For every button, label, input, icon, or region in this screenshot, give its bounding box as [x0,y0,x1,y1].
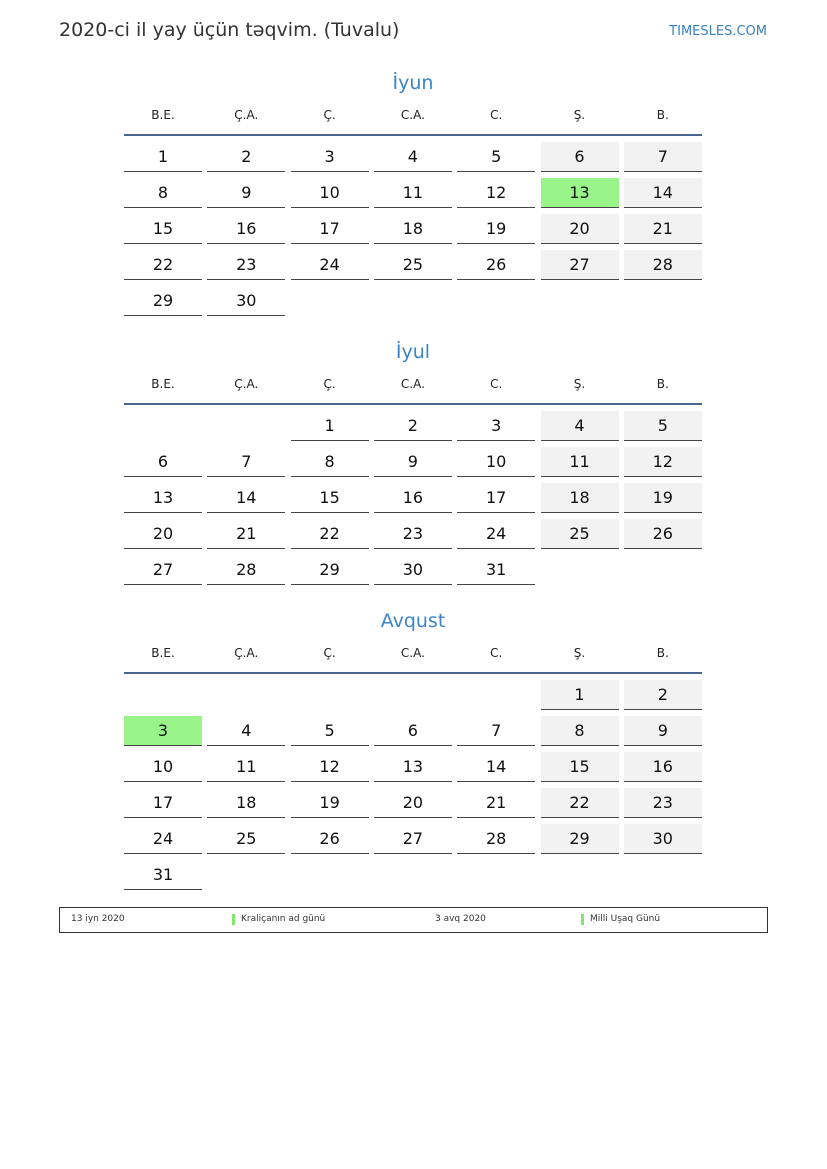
day-cell: 30 [624,824,702,854]
day-cell: 7 [457,716,535,746]
day-cell: 16 [374,483,452,513]
day-cell: 29 [541,824,619,854]
day-cell: 10 [124,752,202,782]
day-cell: 10 [291,178,369,208]
day-cell: 14 [624,178,702,208]
day-cell: 9 [374,447,452,477]
day-cell: 27 [541,250,619,280]
header-divider [124,672,702,674]
day-cell: 18 [374,214,452,244]
day-cell: 12 [624,447,702,477]
weekday-label: B. [656,108,669,122]
weekday-label: Ş. [573,377,586,391]
day-cell: 3 [291,142,369,172]
day-cell: 1 [291,411,369,441]
day-cell: 22 [291,519,369,549]
day-cell: 20 [124,519,202,549]
day-cell: 5 [291,716,369,746]
day-cell: 6 [374,716,452,746]
brand-link[interactable]: TIMESLES.COM [669,24,767,39]
day-cell: 30 [207,286,285,316]
day-cell: 14 [207,483,285,513]
day-cell: 27 [374,824,452,854]
day-cell: 8 [291,447,369,477]
day-cell: 26 [291,824,369,854]
page-title: 2020-ci il yay üçün təqvim. (Tuvalu) [59,19,400,41]
weekday-label: Ş. [573,108,586,122]
weekday-label: B.E. [151,646,175,660]
day-cell: 24 [291,250,369,280]
day-cell: 12 [291,752,369,782]
day-cell: 19 [291,788,369,818]
weekday-label: B. [656,377,669,391]
day-cell: 17 [291,214,369,244]
day-cell: 22 [124,250,202,280]
day-cell: 29 [124,286,202,316]
day-cell: 26 [624,519,702,549]
weekday-label: C. [490,646,503,660]
day-cell: 15 [124,214,202,244]
day-cell: 21 [457,788,535,818]
legend-name-2: Milli Uşaq Günü [590,914,661,924]
legend-date-1: 13 iyn 2020 [71,914,125,924]
weekday-label: C.A. [400,108,425,122]
day-cell: 5 [457,142,535,172]
day-cell: 14 [457,752,535,782]
month-calendar [124,337,702,579]
weekday-label: Ş. [573,646,586,660]
holiday-legend [59,907,768,933]
day-cell: 21 [624,214,702,244]
day-cell: 28 [624,250,702,280]
weekday-header [124,98,702,136]
day-cell: 23 [207,250,285,280]
weekday-label: C. [490,108,503,122]
weekday-label: C.A. [400,646,425,660]
weekday-label: C. [490,377,503,391]
day-cell: 24 [457,519,535,549]
day-cell: 25 [207,824,285,854]
day-cell: 26 [457,250,535,280]
day-cell: 16 [624,752,702,782]
day-cell: 28 [207,555,285,585]
day-cell: 23 [624,788,702,818]
day-cell: 2 [207,142,285,172]
day-cell: 20 [541,214,619,244]
day-cell: 21 [207,519,285,549]
day-cell: 19 [457,214,535,244]
day-cell: 19 [624,483,702,513]
holiday-day-cell: 13 [541,178,619,208]
day-cell: 8 [541,716,619,746]
day-cell: 18 [207,788,285,818]
day-cell: 30 [374,555,452,585]
header-divider [124,403,702,405]
weekday-label: B.E. [151,108,175,122]
day-cell: 25 [541,519,619,549]
day-cell: 11 [541,447,619,477]
weekday-header [124,367,702,405]
day-cell: 25 [374,250,452,280]
weekday-label: Ç.A. [234,108,259,122]
day-cell: 4 [207,716,285,746]
day-cell: 27 [124,555,202,585]
day-cell: 11 [207,752,285,782]
day-cell: 31 [457,555,535,585]
day-cell: 9 [624,716,702,746]
legend-marker-2 [581,914,584,925]
day-cell: 20 [374,788,452,818]
month-calendar [124,68,702,310]
month-name: İyul [395,341,431,363]
day-cell: 17 [124,788,202,818]
day-cell: 16 [207,214,285,244]
holiday-day-cell: 3 [124,716,202,746]
month-name: İyun [392,72,434,94]
month-calendar [124,606,702,884]
day-cell: 5 [624,411,702,441]
legend-marker-1 [232,914,235,925]
day-cell: 29 [291,555,369,585]
weekday-label: Ç. [323,108,336,122]
day-cell: 13 [374,752,452,782]
weekday-label: Ç.A. [234,377,259,391]
weekday-label: B. [656,646,669,660]
day-cell: 23 [374,519,452,549]
day-cell: 6 [541,142,619,172]
day-cell: 18 [541,483,619,513]
legend-date-2: 3 avq 2020 [435,914,486,924]
weekday-header [124,636,702,674]
day-cell: 6 [124,447,202,477]
day-cell: 22 [541,788,619,818]
day-cell: 28 [457,824,535,854]
day-cell: 4 [541,411,619,441]
day-cell: 17 [457,483,535,513]
day-cell: 31 [124,860,202,890]
weekday-label: Ç.A. [234,646,259,660]
weekday-label: C.A. [400,377,425,391]
weekday-label: Ç. [323,646,336,660]
day-cell: 24 [124,824,202,854]
legend-name-1: Kraliçanın ad günü [241,914,326,924]
day-cell: 2 [374,411,452,441]
day-cell: 4 [374,142,452,172]
header-divider [124,134,702,136]
month-name: Avqust [380,610,446,632]
day-cell: 13 [124,483,202,513]
day-cell: 7 [624,142,702,172]
day-cell: 15 [541,752,619,782]
weekday-label: B.E. [151,377,175,391]
day-cell: 12 [457,178,535,208]
day-cell: 8 [124,178,202,208]
day-cell: 3 [457,411,535,441]
day-cell: 11 [374,178,452,208]
day-cell: 10 [457,447,535,477]
day-cell: 15 [291,483,369,513]
day-cell: 1 [541,680,619,710]
weekday-label: Ç. [323,377,336,391]
day-cell: 1 [124,142,202,172]
day-cell: 9 [207,178,285,208]
day-cell: 7 [207,447,285,477]
day-cell: 2 [624,680,702,710]
